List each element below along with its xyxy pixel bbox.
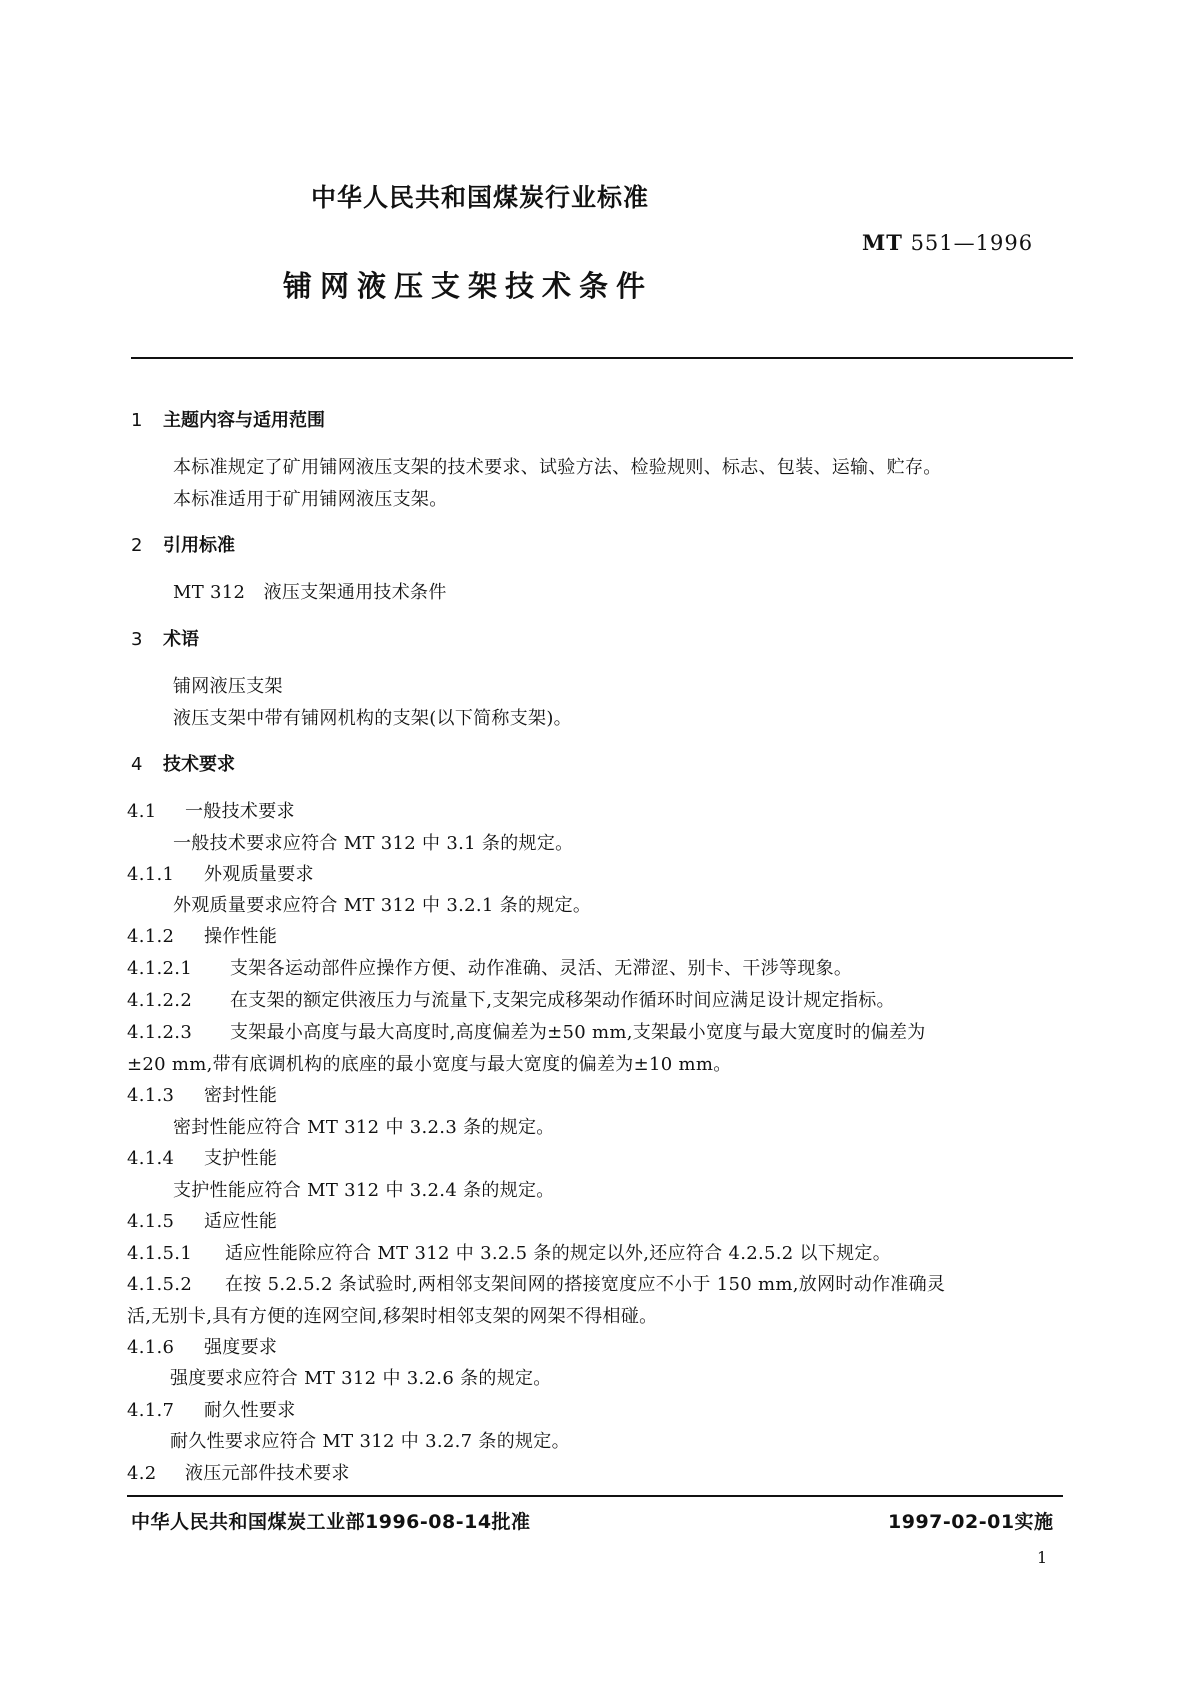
header-rule [131,357,1073,359]
clause-title: 外观质量要求 [204,864,314,885]
clause-4-1-1-body: 外观质量要求应符合 MT 312 中 3.2.1 条的规定。 [173,895,592,916]
document-title: 铺网液压支架技术条件 [283,269,654,303]
standard-code [862,230,1033,255]
clause-number: 4.1 [127,801,157,822]
clause-4-1-6-body: 强度要求应符合 MT 312 中 3.2.6 条的规定。 [170,1368,552,1389]
clause-text: 适应性能除应符合 MT 312 中 3.2.5 条的规定以外,还应符合 4.2.5.2 以下规定。 [225,1243,892,1264]
section-1-paragraph-2: 本标准适用于矿用铺网液压支架。 [173,489,448,510]
clause-number: 4.1.2.3 [127,1022,193,1043]
clause-title: 强度要求 [204,1337,278,1358]
term-name: 铺网液压支架 [173,676,283,697]
clause-4-1-5-heading [127,1207,277,1233]
clause-number: 4.1.5 [127,1211,175,1232]
clause-number: 4.1.5.2 [127,1274,193,1295]
section-title: 术语 [163,629,199,650]
section-number: 3 [131,629,143,650]
clause-4-1-2-3 [127,1018,926,1044]
clause-title: 操作性能 [204,926,278,947]
footer-rule [127,1495,1063,1497]
clause-4-1-7-body: 耐久性要求应符合 MT 312 中 3.2.7 条的规定。 [170,1431,570,1452]
section-number: 1 [131,410,143,431]
clause-number: 4.1.2.2 [127,990,193,1011]
effective-date: 1997-02-01实施 [888,1511,1054,1533]
clause-number: 4.1.1 [127,864,175,885]
clause-4-1-5-2 [127,1270,945,1296]
clause-4-1-2-2 [127,986,895,1012]
section-1-heading [131,406,325,432]
clause-number: 4.2 [127,1463,157,1484]
term-definition: 液压支架中带有铺网机构的支架(以下简称支架)。 [173,708,572,729]
clause-4-1-2-3-continuation: ±20 mm,带有底调机构的底座的最小宽度与最大宽度的偏差为±10 mm。 [127,1054,732,1075]
section-3-heading [131,625,199,651]
clause-4-1-heading [127,797,295,823]
clause-number: 4.1.3 [127,1085,175,1106]
section-title: 技术要求 [163,754,235,775]
clause-4-1-6-heading [127,1333,277,1359]
clause-title: 支护性能 [204,1148,278,1169]
clause-text: 支架最小高度与最大高度时,高度偏差为±50 mm,支架最小宽度与最大宽度时的偏差为 [230,1022,926,1043]
section-number: 4 [131,754,143,775]
issuing-body-title: 中华人民共和国煤炭行业标准 [311,183,650,212]
approval-statement: 中华人民共和国煤炭工业部1996-08-14批准 [131,1511,531,1533]
clause-4-1-2-1 [127,954,852,980]
clause-title: 一般技术要求 [185,801,295,822]
section-2-heading [131,531,235,557]
clause-title: 液压元部件技术要求 [185,1463,350,1484]
clause-number: 4.1.7 [127,1400,175,1421]
clause-4-1-2-heading [127,922,277,948]
clause-4-1-body: 一般技术要求应符合 MT 312 中 3.1 条的规定。 [173,833,574,854]
section-2-reference: MT 312 液压支架通用技术条件 [173,582,447,603]
clause-4-1-5-1 [127,1239,891,1265]
clause-4-1-4-body: 支护性能应符合 MT 312 中 3.2.4 条的规定。 [173,1180,555,1201]
clause-number: 4.1.6 [127,1337,175,1358]
clause-title: 适应性能 [204,1211,278,1232]
clause-text: 支架各运动部件应操作方便、动作准确、灵活、无滞涩、别卡、干涉等现象。 [230,958,853,979]
section-1-paragraph-1: 本标准规定了矿用铺网液压支架的技术要求、试验方法、检验规则、标志、包装、运输、贮存。 [173,457,942,478]
clause-4-1-4-heading [127,1144,277,1170]
clause-number: 4.1.4 [127,1148,175,1169]
clause-text: 在按 5.2.5.2 条试验时,两相邻支架间网的搭接宽度应不小于 150 mm,放网时动作准确灵 [225,1274,946,1295]
clause-number: 4.1.2.1 [127,958,193,979]
clause-4-1-1-heading [127,860,314,886]
clause-text: 在支架的额定供液压力与流量下,支架完成移架动作循环时间应满足设计规定指标。 [230,990,895,1011]
clause-number: 4.1.5.1 [127,1243,193,1264]
clause-4-1-3-heading [127,1081,277,1107]
section-title: 主题内容与适用范围 [163,410,325,431]
section-number: 2 [131,535,143,556]
clause-4-1-5-2-continuation: 活,无别卡,具有方便的连网空间,移架时相邻支架的网架不得相碰。 [127,1306,658,1327]
clause-number: 4.1.2 [127,926,175,947]
clause-title: 耐久性要求 [204,1400,296,1421]
clause-title: 密封性能 [204,1085,278,1106]
clause-4-1-3-body: 密封性能应符合 MT 312 中 3.2.3 条的规定。 [173,1117,555,1138]
page-number: 1 [1037,1548,1048,1567]
standard-code-prefix: MT [862,230,903,255]
section-title: 引用标准 [163,535,235,556]
clause-4-1-7-heading [127,1396,296,1422]
section-4-heading [131,750,235,776]
standard-code-number: 551—1996 [910,231,1034,255]
clause-4-2-heading [127,1459,350,1485]
